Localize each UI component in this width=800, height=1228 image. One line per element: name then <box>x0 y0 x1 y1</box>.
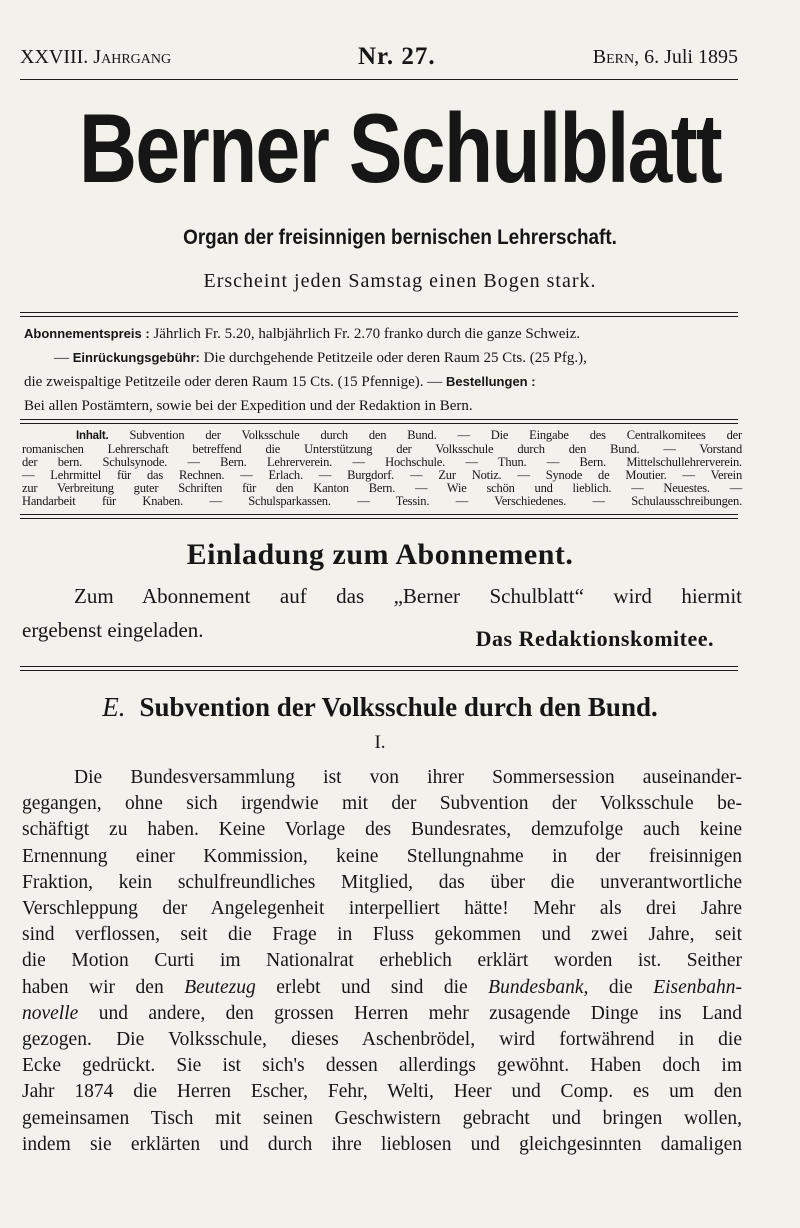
insertion-fee-text: Die durchgehende Petitzeile oder deren Raum 25 Cts. (25 Pfg.), <box>203 350 587 366</box>
article-line <box>22 1001 742 1027</box>
subscription-price-text: Jährlich Fr. 5.20, halbjährlich Fr. 2.70 franko durch die ganze Schweiz. <box>153 326 580 342</box>
article-line: gemeinsamen Tisch mit seinen Geschwistern gebracht und bringen wollen, <box>22 1107 742 1129</box>
issue-date <box>593 46 738 69</box>
article-line: indem sie erklärten und durch ihre lieblosen und gleichgesinnten damaligen <box>22 1133 742 1155</box>
contents-line: der bern. Schulsynode. — Bern. Lehrerverein. — Hochschule. — Thun. — Bern. Mittelschullehrerverein. <box>22 455 742 469</box>
insertion-fee-label: Einrückungsgebühr: <box>72 350 200 365</box>
subscription-price-label: Abonnementspreis : <box>24 326 150 341</box>
article-line: schäftigt zu haben. Keine Vorlage des Bundesrates, demzufolge auch keine <box>22 819 742 841</box>
contents-label: Inhalt. <box>76 430 109 442</box>
invitation-signature: Das Redaktionskomitee. <box>475 626 714 651</box>
issue-number: Nr. 27. <box>358 43 436 70</box>
article-line: Fraktion, kein schulfreundliches Mitglied, das über die unverantwortliche <box>22 871 742 893</box>
article-line: Die Bundesversammlung ist von ihrer Sommersession auseinander- <box>74 767 742 788</box>
article-fragment: und andere, den grossen Herren mehr zusagende Dinge ins Land <box>98 1002 743 1024</box>
article-italic-beutezug: Beutezug <box>184 976 256 998</box>
masthead-frequency: Erscheint jeden Samstag einen Bogen stark. <box>203 270 597 292</box>
invitation-rule <box>20 666 738 671</box>
article-line: die Motion Curti im Nationalrat erheblich erklärt worden ist. Seither <box>22 950 742 972</box>
article-line: gegangen, ohne sich irgendwie mit der Subvention der Volksschule be- <box>22 793 742 815</box>
contents-line: romanischen Lehrerschaft betreffend die Unterstützung der Volksschule durch den Bund. — Vorstand <box>22 442 742 456</box>
article-line: Ernennung einer Kommission, keine Stellungnahme in der freisinnigen <box>22 845 742 867</box>
subscription-line-3 <box>24 370 744 394</box>
insertion-fee-text-2: die zweispaltige Petitzeile oder deren Raum 15 Cts. (15 Pfennige). — <box>24 374 443 390</box>
contents-line: Handarbeit für Knaben. — Schulsparkassen. — Tessin. — Verschiedenes. — Schulausschreibungen. <box>22 494 742 508</box>
contents-line <box>22 429 742 443</box>
subscription-line-4 <box>24 394 744 418</box>
header-rule <box>20 79 738 80</box>
issue-place: Bern, <box>592 46 640 68</box>
contents-rule <box>20 514 738 519</box>
article-italic-eisenbahn: Eisenbahn- <box>653 976 743 998</box>
subscription-line-1 <box>24 322 744 346</box>
orders-label: Bestellungen : <box>445 374 536 389</box>
article-line <box>22 975 742 1001</box>
article-fragment: die <box>608 976 633 998</box>
article-fragment: haben wir den <box>22 976 164 998</box>
article-line: gezogen. Die Volksschule, dieses Aschenbrödel, wird fortwährend in die <box>22 1029 742 1051</box>
invitation-text-1: Zum Abonnement auf das „Berner Schulblatt“ wird hiermit <box>74 584 742 608</box>
contents-line: — Lehrmittel für das Rechnen. — Erlach. — Burgdorf. — Zur Notiz. — Synode de Moutier. — Verein <box>22 468 742 482</box>
contents-line: zur Verbreitung guter Schriften für den Kanton Bern. — Wie schön und lieblich. — Neuestes. — <box>22 481 742 495</box>
subscription-rule <box>20 419 738 424</box>
article-fragment: erlebt und sind die <box>276 976 468 998</box>
issue-date-value: 6. Juli 1895 <box>644 46 738 68</box>
subscription-info <box>24 322 744 418</box>
article-body <box>22 765 742 1158</box>
article-part: I. <box>374 732 386 753</box>
invitation-text-2: ergebenst eingeladen. <box>22 618 204 642</box>
article-prefix: E. <box>102 692 126 722</box>
invitation-title: Einladung zum Abonnement. <box>186 538 574 571</box>
article-italic-bundesbank: Bundesbank, <box>488 976 589 998</box>
article-title <box>0 692 760 723</box>
article-line: Ecke gedrückt. Sie ist sich's dessen allerdings gewöhnt. Haben doch im <box>22 1055 742 1077</box>
subscription-dash: — <box>54 350 69 366</box>
orders-text: Bei allen Postämtern, sowie bei der Expedition und der Redaktion in Bern. <box>24 398 473 414</box>
article-italic-novelle: novelle <box>22 1002 79 1024</box>
contents-text-1: Subvention der Volksschule durch den Bund. — Die Eingabe des Centralkomitees der <box>129 428 742 442</box>
masthead-rule <box>20 312 738 317</box>
article-title-text: Subvention der Volksschule durch den Bund. <box>139 692 658 722</box>
masthead-organ: Organ der freisinnigen bernischen Lehrerschaft. <box>183 226 617 249</box>
volume-label: XXVIII. Jahrgang <box>20 46 172 68</box>
article-line: Verschleppung der Angelegenheit interpelliert hätte! Mehr als drei Jahre <box>22 898 742 920</box>
article-line: sind verflossen, seit die Frage in Fluss gekommen und zwei Jahre, seit <box>22 924 742 946</box>
article-line: Jahr 1874 die Herren Escher, Fehr, Welti, Heer und Comp. es um den <box>22 1081 742 1103</box>
issue-header <box>20 43 738 76</box>
masthead-title: Berner Schulblatt <box>79 93 721 203</box>
subscription-line-2 <box>24 346 744 370</box>
table-of-contents <box>22 429 742 508</box>
